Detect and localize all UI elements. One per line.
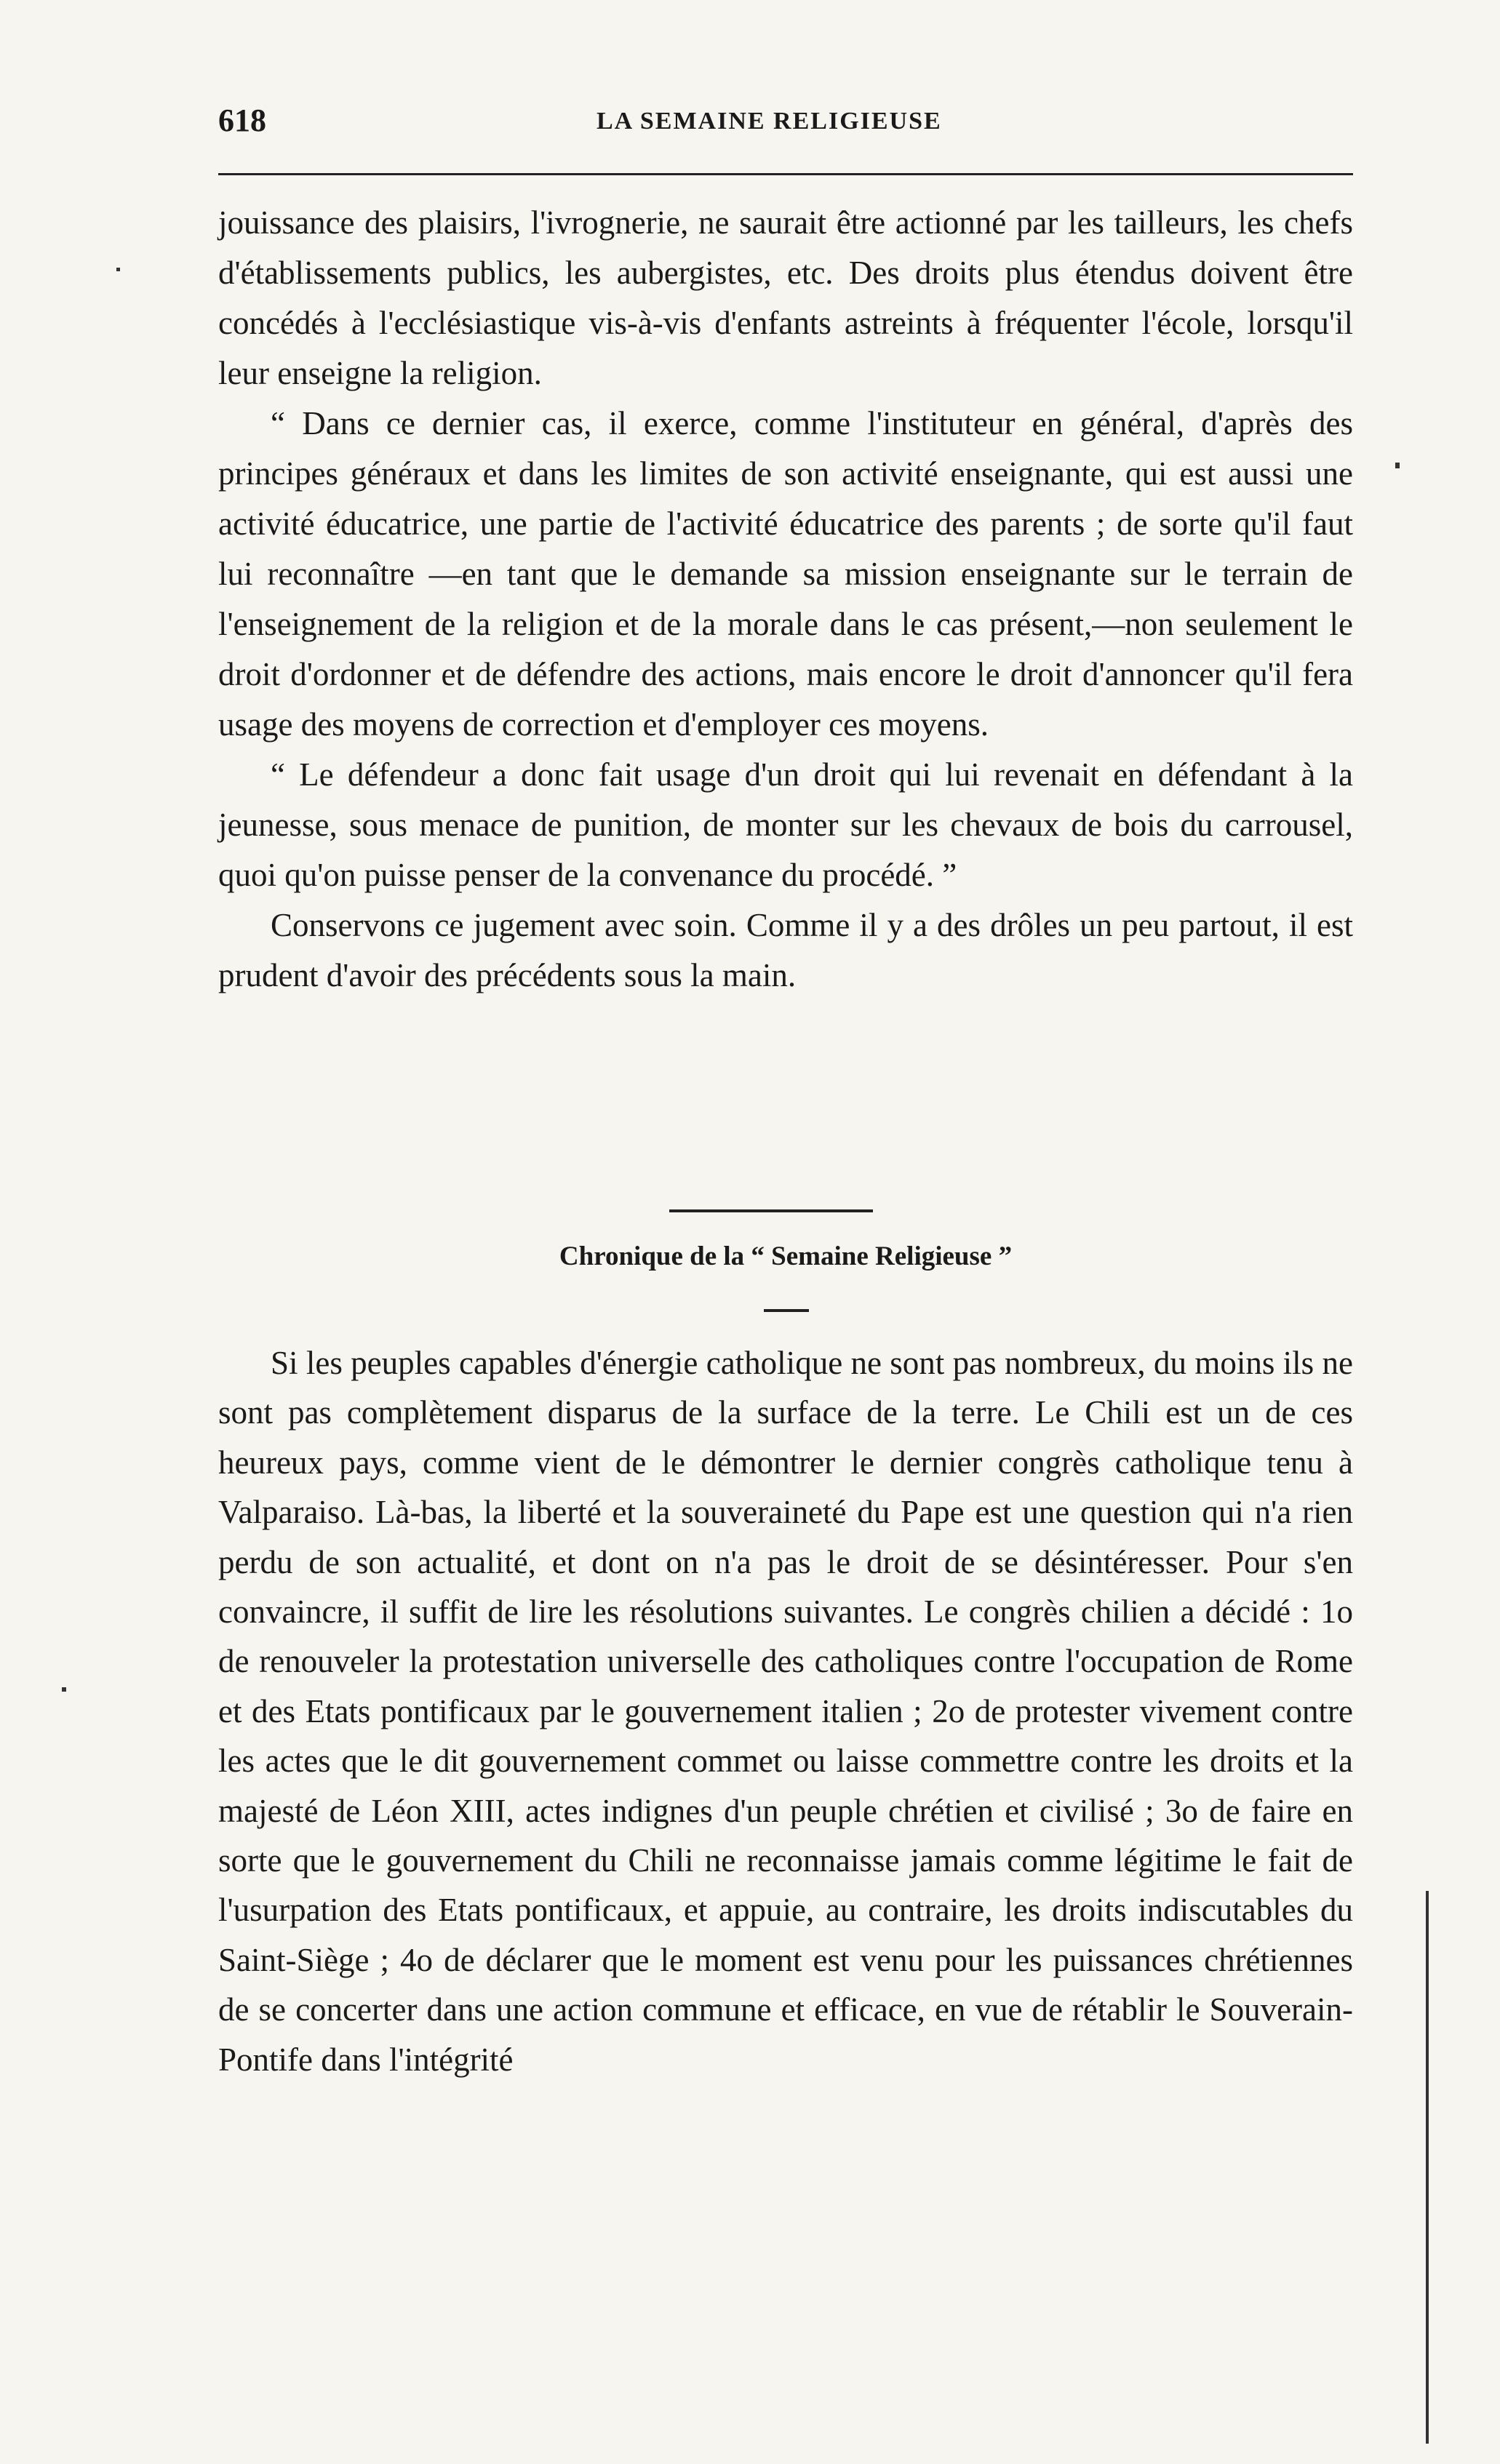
article-paragraph: “ Le défendeur a donc fait usage d'un droit qui lui revenait en défendant à la jeunesse, sous menace de punition, de monter sur les chevaux de bois du carrousel, quoi qu'on puisse penser de la convenance du procédé. ” — [218, 756, 1353, 893]
running-title: LA SEMAINE RELIGIEUSE — [597, 108, 942, 135]
scan-speck — [62, 1687, 66, 1692]
article-paragraph: Conservons ce jugement avec soin. Comme il y a des drôles un peu partout, il est prudent d'avoir des précédents sous la main. — [218, 907, 1353, 993]
chronicle-body — [218, 1338, 1353, 2084]
scan-speck — [1395, 463, 1400, 468]
scan-speck — [116, 268, 120, 271]
section-divider — [669, 1209, 873, 1212]
section-heading: Chronique de la “ Semaine Religieuse ” — [559, 1241, 1013, 1271]
chronicle-paragraph: Si les peuples capables d'énergie catholique ne sont pas nombreux, du moins ils ne sont pas complètement disparus de la surface de la terre. Le Chili est un de ces heureux pays, comme vient de le démontrer le dernier congrès catholique tenu à Valparaiso. Là-bas, la liberté et la souveraineté du Pape est une question qui n'a rien perdu de son actualité, et dont on n'a pas le droit de se désintéresser. Pour s'en convaincre, il suffit de lire les résolutions suivantes. Le congrès chilien a décidé : 1o de renouveler la protestation universelle des catholiques contre l'occupation de Rome et des Etats pontificaux par le gouvernement italien ; 2o de protester vivement contre les actes que le dit gouvernement commet ou laisse commettre contre les droits et la majesté de Léon XIII, actes indignes d'un peuple chrétien et civilisé ; 3o de faire en sorte que le gouvernement du Chili ne reconnaisse jamais comme légitime le fait de l'usurpation des Etats pontificaux, et appuie, au contraire, les droits indiscutables du Saint-Siège ; 4o de déclarer que le moment est venu pour les puissances chrétiennes de se concerter dans une action commune et efficace, en vue de rétablir le Souverain-Pontife dans l'intégrité — [218, 1345, 1353, 2078]
article-body — [218, 198, 1353, 1001]
page-header — [218, 102, 1353, 153]
article-paragraph: jouissance des plaisirs, l'ivrognerie, ne saurait être actionné par les tailleurs, les chefs d'établissements publics, les aubergistes, etc. Des droits plus étendus doivent être concédés à l'ecclésiastique vis-à-vis d'enfants astreints à fréquenter l'école, lorsqu'il leur enseigne la religion. — [218, 204, 1353, 391]
header-rule — [218, 173, 1353, 175]
scan-edge-mark — [1426, 1891, 1429, 2444]
heading-dash — [764, 1309, 809, 1312]
article-paragraph: “ Dans ce dernier cas, il exerce, comme l'instituteur en général, d'après des principes généraux et dans les limites de son activité enseignante, qui est aussi une activité éducatrice, une partie de l'activité éducatrice des parents ; de sorte qu'il faut lui reconnaître —en tant que le demande sa mission enseignante sur le terrain de l'enseignement de la religion et de la morale dans le cas présent,—non seulement le droit d'ordonner et de défendre des actions, mais encore le droit d'annoncer qu'il fera usage des moyens de correction et d'employer ces moyens. — [218, 405, 1353, 743]
page-number: 618 — [218, 103, 266, 138]
